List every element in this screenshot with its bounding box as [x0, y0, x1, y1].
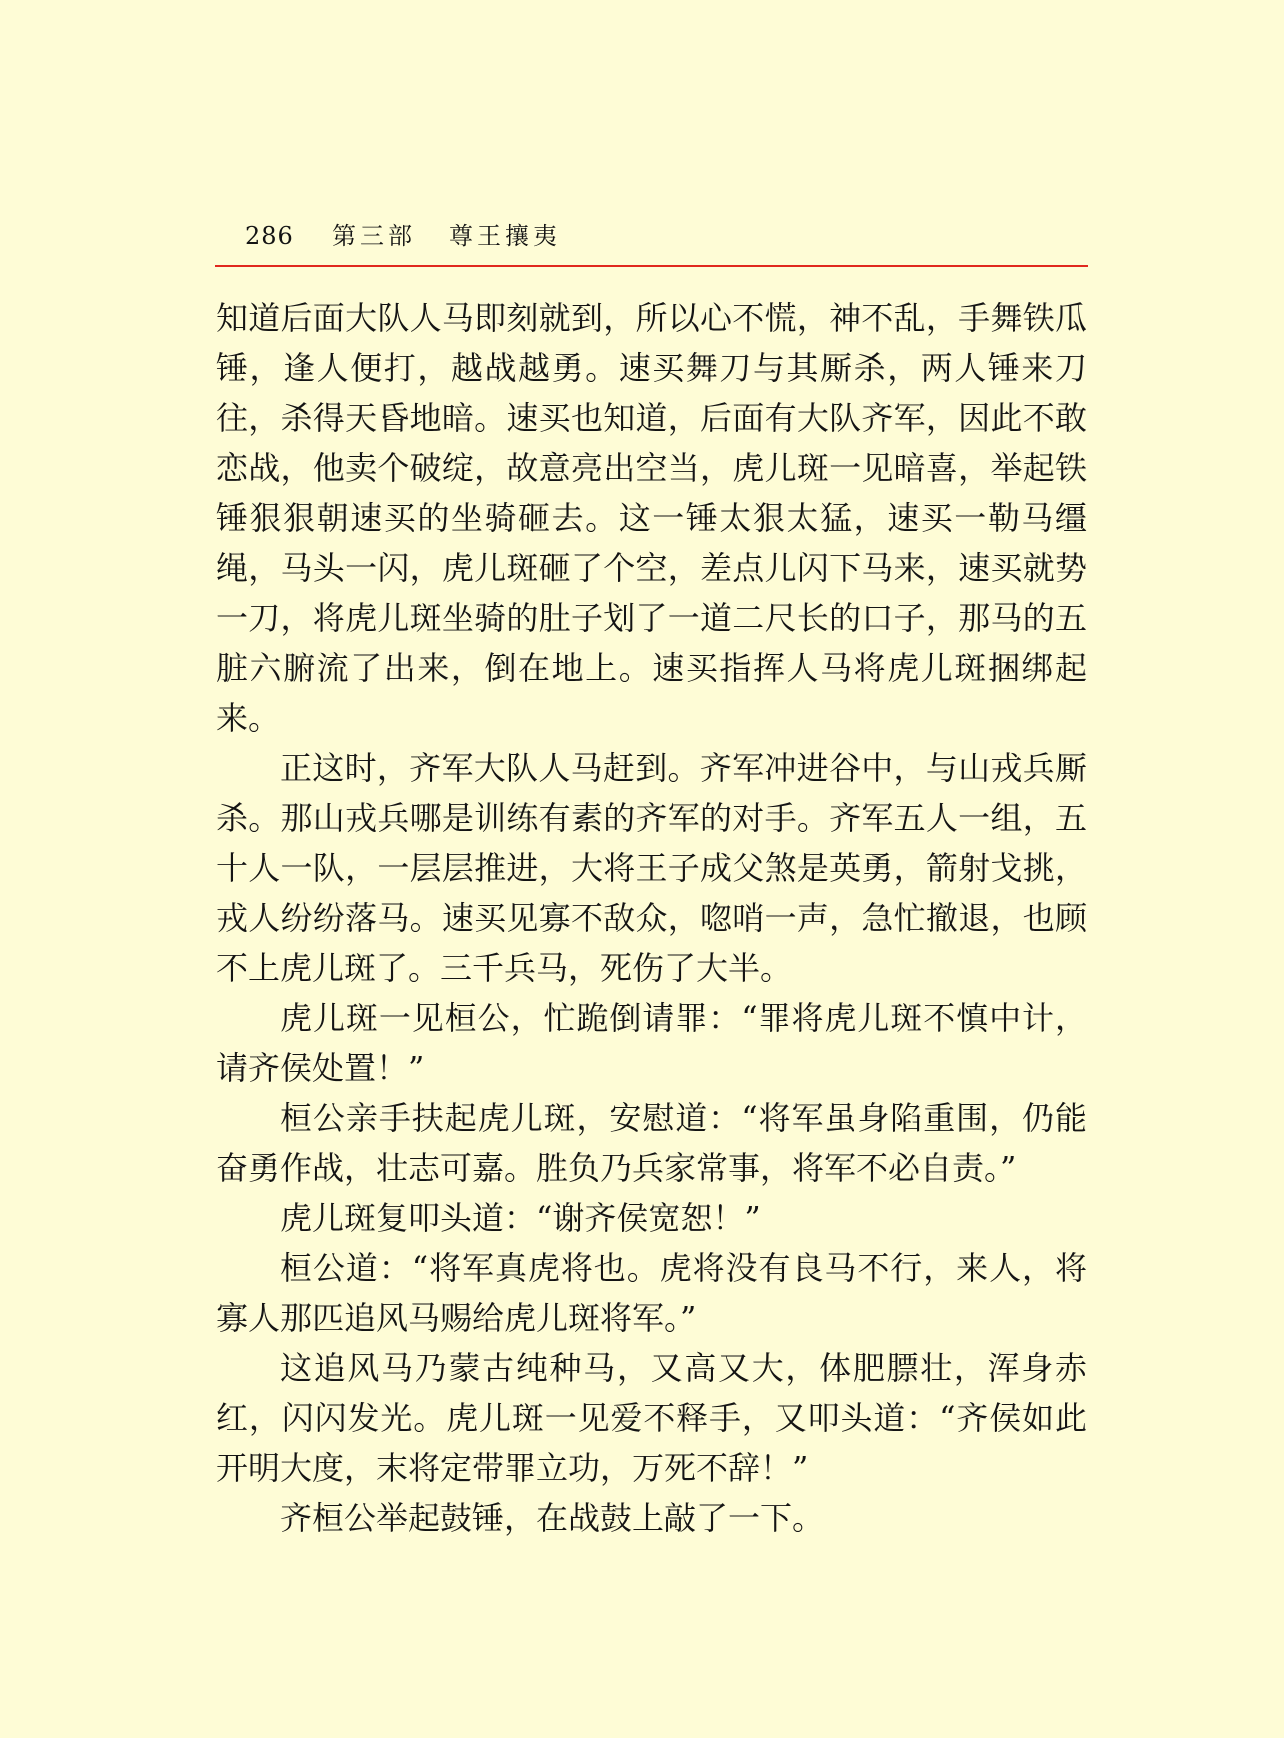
paragraph-5: 虎儿斑复叩头道：“谢齐侯宽恕！”: [280, 1199, 761, 1237]
body-text: [216, 293, 1087, 1543]
page-number: 286: [245, 222, 294, 250]
paragraph-3: 虎儿斑一见桓公，忙跪倒请罪：“罪将虎儿斑不慎中计，请齐侯处置！”: [216, 999, 1087, 1087]
paragraph-1: 知道后面大队人马即刻就到，所以心不慌，神不乱，手舞铁瓜锤，逢人便打，越战越勇。速买舞刀与其厮杀，两人锤来刀往，杀得天昏地暗。速买也知道，后面有大队齐军，因此不敢恋战，他卖个破绽，故意亮出空当，虎儿斑一见暗喜，举起铁锤狠狠朝速买的坐骑砸去。这一锤太狠太猛，速买一勒马缰绳，马头一闪，虎儿斑砸了个空，差点儿闪下马来，速买就势一刀，将虎儿斑坐骑的肚子划了一道二尺长的口子，那马的五脏六腑流了出来，倒在地上。速买指挥人马将虎儿斑捆绑起来。: [216, 299, 1087, 737]
part-title: 尊王攘夷: [449, 222, 561, 250]
paragraph-7: 这追风马乃蒙古纯种马，又高又大，体肥膘壮，浑身赤红，闪闪发光。虎儿斑一见爱不释手，又叩头道：“齐侯如此开明大度，末将定带罪立功，万死不辞！”: [216, 1349, 1087, 1487]
header-divider: [215, 265, 1088, 267]
paragraph-2: 正这时，齐军大队人马赶到。齐军冲进谷中，与山戎兵厮杀。那山戎兵哪是训练有素的齐军的对手。齐军五人一组，五十人一队，一层层推进，大将王子成父煞是英勇，箭射戈挑，戎人纷纷落马。速买见寡不敌众，唿哨一声，急忙撤退，也顾不上虎儿斑了。三千兵马，死伤了大半。: [216, 749, 1087, 987]
paragraph-4: 桓公亲手扶起虎儿斑，安慰道：“将军虽身陷重围，仍能奋勇作战，壮志可嘉。胜负乃兵家常事，将军不必自责。”: [216, 1099, 1087, 1187]
paragraph-8: 齐桓公举起鼓锤，在战鼓上敲了一下。: [280, 1499, 825, 1537]
running-header: [215, 214, 1088, 264]
paragraph-6: 桓公道：“将军真虎将也。虎将没有良马不行，来人，将寡人那匹追风马赐给虎儿斑将军。”: [216, 1249, 1087, 1337]
part-label: 第三部: [332, 222, 416, 250]
